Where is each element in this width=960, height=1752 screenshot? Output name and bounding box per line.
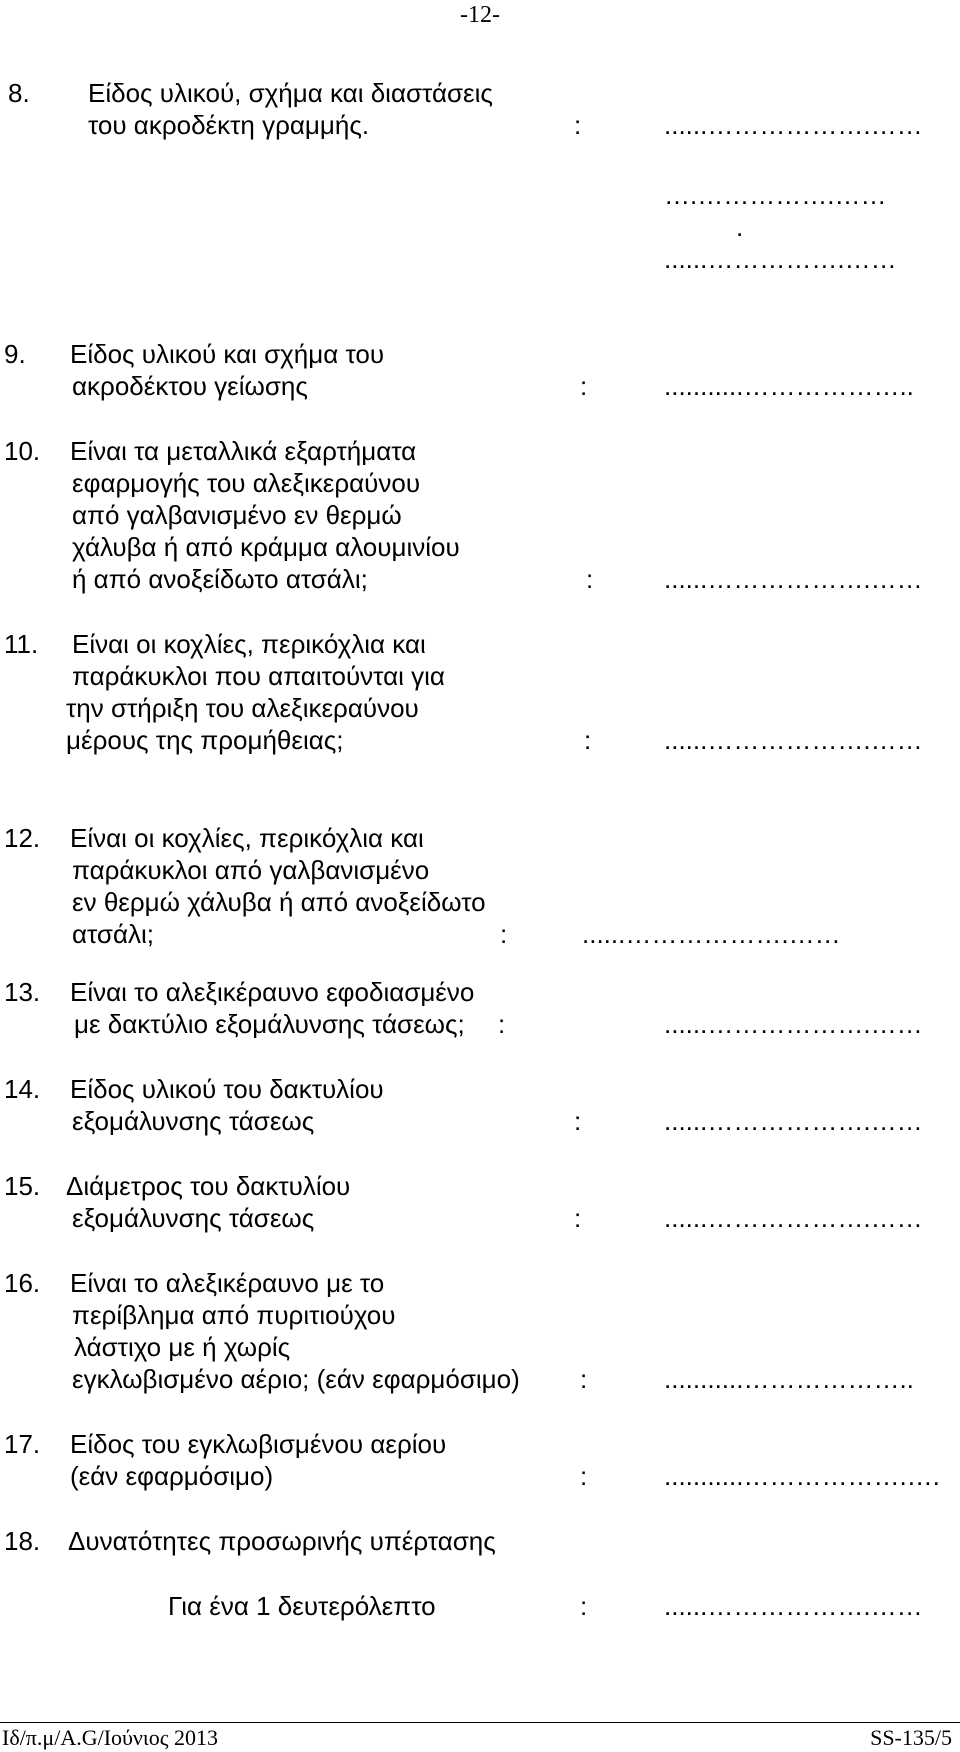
item-number: 8. <box>8 78 30 108</box>
item-number: 16. <box>4 1268 41 1298</box>
item-text-line: Είδος υλικού και σχήμα του <box>70 339 385 369</box>
answer-dotted-line: ......……………….…… <box>664 110 923 140</box>
item-text-line: Είναι οι κοχλίες, περικόχλια και <box>70 823 424 853</box>
item-text-line: ή από ανοξείδωτο ατσάλι; <box>72 564 368 594</box>
item-number: 12. <box>4 823 41 853</box>
item-text-line: ατσάλι; <box>72 919 155 949</box>
item-text-line: λάστιχο με ή χωρίς <box>74 1332 291 1362</box>
item-text-line: ακροδέκτου γείωσης <box>72 371 308 401</box>
item-colon: : <box>584 725 592 755</box>
page-number: -12- <box>460 2 500 28</box>
item-text-line: μέρους της προμήθειας; <box>66 725 344 755</box>
item-text-line: Είναι τα μεταλλικά εξαρτήματα <box>70 436 417 466</box>
answer-dotted-line: . <box>736 212 744 242</box>
item-text-line: με δακτύλιο εξομάλυνσης τάσεως; <box>74 1009 465 1039</box>
item-text-line: εξομάλυνσης τάσεως <box>72 1106 315 1136</box>
answer-dotted-line: ...........……………….. <box>664 1364 914 1394</box>
item-text-line: Είναι το αλεξικέραυνο εφοδιασμένο <box>70 977 475 1007</box>
answer-dotted-line: ......……………….…… <box>664 1106 923 1136</box>
item-colon: : <box>500 919 508 949</box>
item-number: 10. <box>4 436 41 466</box>
item-colon: : <box>574 1203 582 1233</box>
answer-dotted-line: ......……………….…… <box>664 1009 923 1039</box>
item-text-line: περίβλημα από πυριτιούχου <box>72 1300 396 1330</box>
item-text-line: εξομάλυνσης τάσεως <box>72 1203 315 1233</box>
item-text-line: εγκλωβισμένο αέριο; (εάν εφαρμόσιμο) <box>72 1364 520 1394</box>
item-colon: : <box>580 1461 588 1491</box>
answer-dotted-line: ......……………….…… <box>582 919 841 949</box>
answer-dotted-line: ......…………….…… <box>664 244 897 274</box>
item-text-line: παράκυκλοι από γαλβανισμένο <box>72 855 430 885</box>
answer-dotted-line: ......……………….…… <box>664 1203 923 1233</box>
item-text-line: Είναι οι κοχλίες, περικόχλια και <box>72 629 426 659</box>
item-colon: : <box>498 1009 506 1039</box>
item-colon: : <box>580 1364 588 1394</box>
item-text-line: εν θερμώ χάλυβα ή από ανοξείδωτο <box>72 887 486 917</box>
item-text-line: Είδος υλικού, σχήμα και διαστάσεις <box>88 78 493 108</box>
item-text-line: Είδος του εγκλωβισμένου αερίου <box>70 1429 447 1459</box>
item-text-line: (εάν εφαρμόσιμο) <box>70 1461 274 1491</box>
item-number: 15. <box>4 1171 41 1201</box>
footer-reference: Ιδ/π.μ/A.G/Ιούνιος 2013 <box>2 1725 219 1750</box>
answer-dotted-line: ......……………….…… <box>664 725 923 755</box>
footer-divider <box>0 1722 960 1723</box>
item-number: 14. <box>4 1074 41 1104</box>
answer-dotted-line: ...........……………….…. <box>664 1461 940 1491</box>
item-colon: : <box>586 564 594 594</box>
footer-document-code: SS-135/5 <box>870 1725 952 1750</box>
item-text-line: Δυνατότητες προσωρινής υπέρτασης <box>68 1526 496 1556</box>
answer-dotted-line: ......……………….…… <box>664 564 923 594</box>
item-text-line: Είδος υλικού του δακτυλίου <box>70 1074 384 1104</box>
answer-dotted-line: ...........……………….. <box>664 371 914 401</box>
item-number: 13. <box>4 977 41 1007</box>
item-number: 11. <box>4 629 39 659</box>
sub-item-label: Για ένα 1 δευτερόλεπτο <box>168 1591 436 1621</box>
item-text-line: Διάμετρος του δακτυλίου <box>66 1171 351 1201</box>
sub-item-colon: : <box>580 1591 588 1621</box>
item-colon: : <box>580 371 588 401</box>
item-number: 9. <box>4 339 26 369</box>
answer-dotted-line: ......……………….…… <box>664 1591 923 1621</box>
item-colon: : <box>574 110 582 140</box>
item-text-line: παράκυκλοι που απαιτούνται για <box>72 661 445 691</box>
item-text-line: την στήριξη του αλεξικεραύνου <box>66 693 419 723</box>
item-number: 17. <box>4 1429 41 1459</box>
item-text-line: Είναι το αλεξικέραυνο με το <box>70 1268 385 1298</box>
item-number: 18. <box>4 1526 41 1556</box>
item-text-line: του ακροδέκτη γραμμής. <box>88 110 370 140</box>
item-text-line: εφαρμογής του αλεξικεραύνου <box>72 468 421 498</box>
item-text-line: από γαλβανισμένο εν θερμώ <box>72 500 402 530</box>
item-text-line: χάλυβα ή από κράμμα αλουμινίου <box>72 532 460 562</box>
item-colon: : <box>574 1106 582 1136</box>
answer-dotted-line: ….…………….…… <box>664 180 887 210</box>
